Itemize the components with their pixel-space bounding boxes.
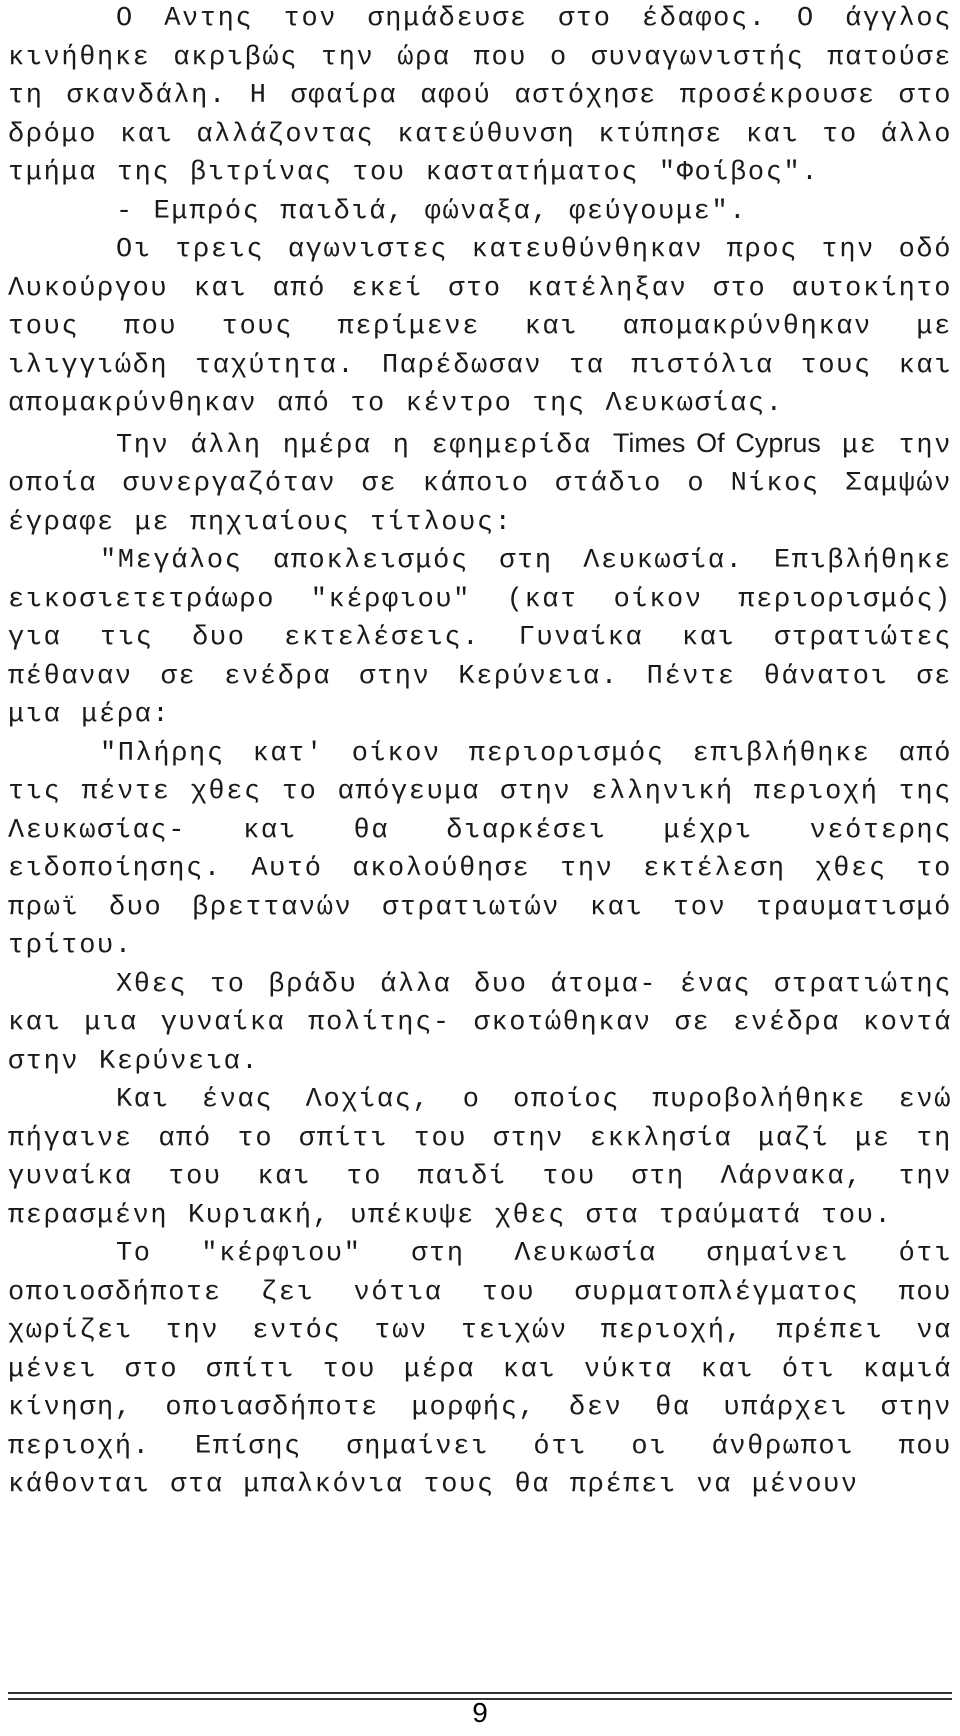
paragraph-execution-scene: Ο Αντης τον σημάδευσε στο έδαφος. Ο άγγλος κινήθηκε ακριβώς την ώρα που ο συναγωνιστής πατούσε τη σκανδάλη. Η σφαίρα αφού αστόχησε προσέκρουσε στο δρόμο και αλλάζοντας κατεύθυνση κτύπησε και το άλλο τμήμα της βιτρίνας του καστατήματος "Φοίβος".	[8, 4, 952, 188]
times-outro-text: με την οποία συνεργαζόταν σε κάποιο στάδιο ο Νίκος Σαμψών έγραφε με πηχιαίους τίτλους:	[8, 430, 953, 538]
paragraph-times-of-cyprus	[8, 424, 952, 543]
paragraph-shout: - Εμπρός παιδιά, φώναξα, φεύγουμε".	[116, 196, 748, 227]
document-page	[8, 0, 952, 1505]
paragraph-escape: Οι τρεις αγωνιστες κατευθύνθηκαν προς την οδό Λυκούργου και από εκεί στο κατέληξαν στο αυτοκίητο τους που τους περίμενε και απομακρύνθηκαν με ιλιγγιώδη ταχύτητα. Παρέδωσαν τα πιστόλια τους και απομακρύνθηκαν από το κέντρο της Λευκωσίας.	[8, 235, 952, 419]
quote-kyrenia-ambush: Χθες το βράδυ άλλα δυο άτομα- ένας στρατιώτης και μια γυναίκα πολίτης- σκοτώθηκαν σε ενέδρα κοντά στην Κερύνεια.	[8, 969, 952, 1077]
quote-sergeant: Και ένας Λοχίας, ο οποίος πυροβολήθηκε ενώ πήγαινε από το σπίτι του στην εκκλησία μαζί με τη γυναίκα του και το παιδί του στη Λάρνακα, την περασμένη Κυριακή, υπέκυψε χθες στα τραύματά του.	[8, 1085, 952, 1231]
newspaper-name: Times Of Cyprus	[612, 427, 821, 458]
page-number: 9	[472, 1697, 488, 1728]
quote-curfew-report: "Πλήρης κατ' οίκον περιορισμός επιβλήθηκε από τις πέντε χθες το απόγευμα στην ελληνική περιοχή της Λευκωσίας- και θα διαρκέσει μέχρι νεότερης ειδοποίησης. Αυτό ακολούθησε την εκτέλεση χθες το πρωϊ δυο βρεττανών στρατιωτών και τον τραυματισμό τρίτου.	[8, 738, 952, 961]
quote-curfew-meaning: Το "κέρφιου" στη Λευκωσία σημαίνει ότι οποιοσδήποτε ζει νότια του συρματοπλέγματος που χωρίζει την εντός των τειχών περιοχή, πρέπει να μένει στο σπίτι του μέρα και νύκτα και ότι καμιά κίνηση, οποιασδήποτε μορφής, δεν θα υπάρχει στην περιοχή. Επίσης σημαίνει ότι οι άνθρωποι που κάθονται στα μπαλκόνια τους θα πρέπει να μένουν	[8, 1239, 952, 1500]
footer-rule-top	[8, 1692, 952, 1694]
times-intro-text: Την άλλη ημέρα η εφημερίδα	[116, 430, 613, 461]
quote-headline: "Μεγάλος αποκλεισμός στη Λευκωσία. Επιβλήθηκε εικοσιετετράωρο "κέρφιου" (κατ οίκον περιορισμός) για τις δυο εκτελέσεις. Γυναίκα και στρατιώτες πέθαναν σε ενέδρα στην Κερύνεια. Πέντε θάνατοι σε μια μέρα:	[8, 546, 952, 730]
